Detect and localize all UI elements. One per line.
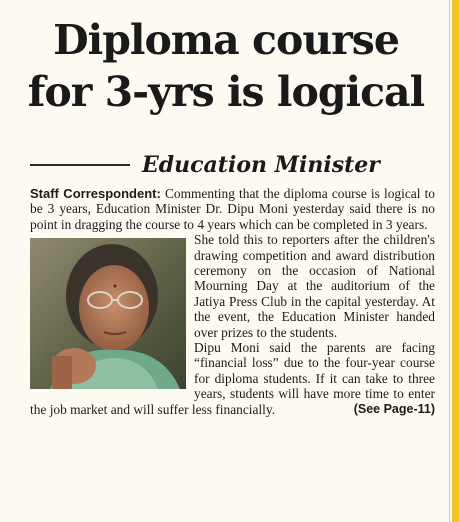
lead-text: Commenting that the diploma course is logical to be 3 years, Education Minister Dr. Dipu Moni yesterday said there is no point in dragging the course to 4 years which can be completed in 3 years. <box>30 186 436 232</box>
subheadline-text: Education Minister <box>142 152 380 178</box>
second-paragraph: She told this to reporters after the children's drawing competition and award distribution ceremony on the occasion of National Mourning Day at the auditorium of the Jatiya Press Club in the capital yesterday. At the event, the Education Minister handed over prizes to the students. <box>194 232 435 340</box>
lead-paragraph <box>30 186 435 232</box>
column-rule <box>449 0 450 522</box>
portrait-photo <box>30 238 186 389</box>
see-page-reference[interactable]: (See Page-11) <box>353 401 435 416</box>
headline-line-2: for 3-yrs is logical <box>27 68 425 116</box>
subheadline <box>30 150 435 180</box>
headline <box>16 14 436 118</box>
third-text: Dipu Moni said the parents are facing “financial loss” due to the four-year course for diploma students. If it can take to three years, students will have more time to enter the job market and will suffer less financially. <box>30 340 435 417</box>
accent-rule <box>452 0 459 522</box>
headline-line-1: Diploma course <box>53 16 399 64</box>
article-body <box>30 186 435 417</box>
byline: Staff Correspondent: <box>30 186 161 201</box>
subheadline-dash <box>30 164 130 166</box>
